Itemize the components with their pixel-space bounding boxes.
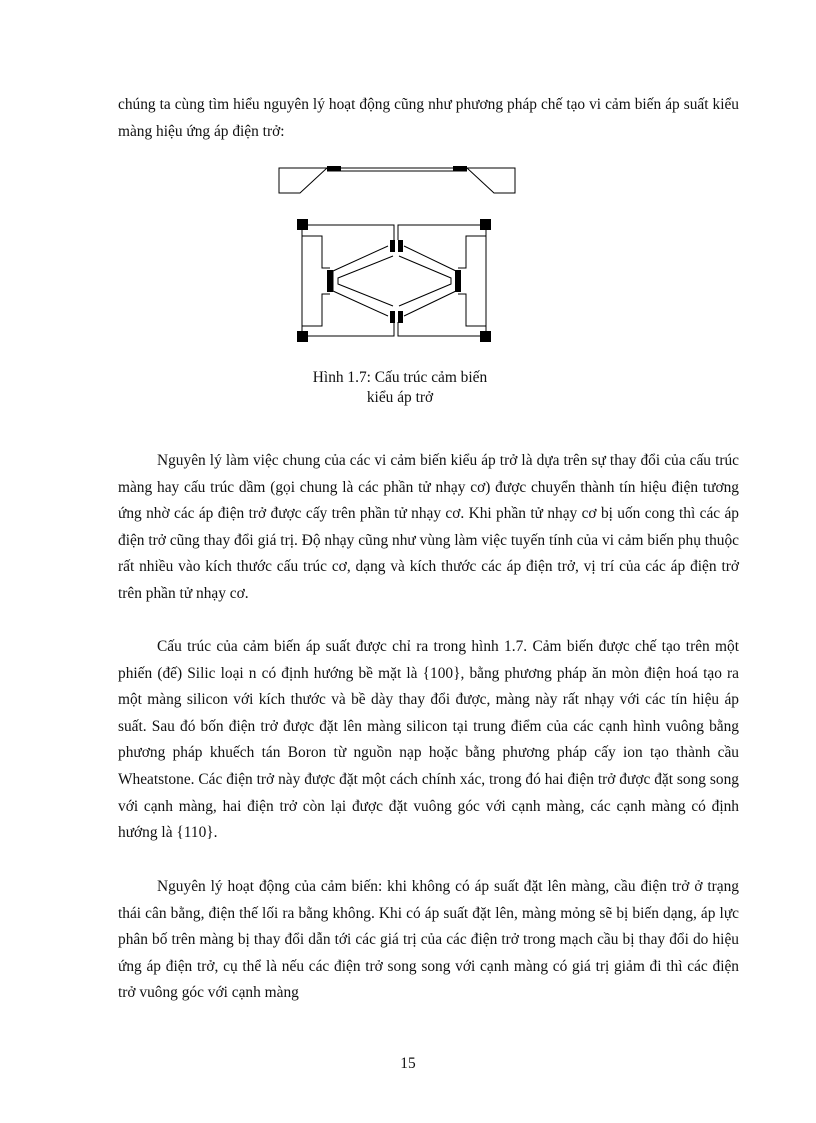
caption-line-1: Hình 1.7: Cấu trúc cảm biến (312, 369, 488, 386)
pad-bottom-right (480, 331, 491, 342)
intro-paragraph: chúng ta cùng tìm hiểu nguyên lý hoạt động cũng như phương pháp chế tạo vi cảm biến áp suất kiểu màng hiệu ứng áp điện trở: (118, 96, 739, 140)
cross-section-left-block (279, 168, 327, 193)
trace-bottom-right-outer (398, 322, 480, 336)
bridge-left (333, 246, 388, 316)
pad-top-right (480, 219, 491, 230)
top-view-diagram (297, 219, 491, 342)
resistor-bottom-right (398, 311, 403, 323)
trace-top-left-outer (308, 225, 394, 240)
body-paragraph-3: Nguyên lý hoạt động của cảm biến: khi không có áp suất đặt lên màng, cầu điện trở ở trạng thái cân bằng, điện thế lối ra bằng không. Khi có áp suất đặt lên, màng mỏng sẽ bị biến dạng, áp lực phân bố trên màng bị thay đổi dẫn tới các giá trị của các điện trở trong mạch cầu bị thay đổi do hiệu ứng áp điện trở, cụ thể là nếu các điện trở song song với cạnh màng có giá trị giảm đi thì các điện trở vuông góc với cạnh màng (118, 878, 739, 1002)
pad-bottom-left (297, 331, 308, 342)
trace-bottom-left-outer (308, 322, 394, 336)
figure-caption (200, 368, 600, 408)
page-number: 15 (400, 1055, 416, 1072)
cross-section-right-resistor (453, 166, 467, 171)
body-paragraph-1: Nguyên lý làm việc chung của các vi cảm biến kiểu áp trở là dựa trên sự thay đổi của cấu trúc màng hay cấu trúc dầm (gọi chung là các phần tử nhạy cơ) được chuyển thành tín hiệu điện tương ứng nhờ các áp điện trở được cấy trên phần tử nhạy cơ. Khi phần tử nhạy cơ bị uốn cong thì các áp điện trở cũng thay đổi giá trị. Độ nhạy cũng như vùng làm việc tuyến tính của vi cảm biến phụ thuộc rất nhiều vào kích thước cấu trúc cơ, dạng và kích thước các áp điện trở, vị trí của các áp điện trở trên phần tử nhạy cơ. (118, 452, 739, 602)
resistor-top-right (398, 240, 403, 252)
resistor-left (327, 270, 333, 292)
trace-right-lower (458, 294, 486, 326)
sensor-structure-figure (0, 0, 816, 360)
bridge-left-inner (338, 256, 393, 306)
trace-left-lower (302, 294, 330, 326)
trace-left-upper (302, 236, 330, 268)
resistor-top-left (390, 240, 395, 252)
cross-section-left-resistor (327, 166, 341, 171)
body-paragraph-2: Cấu trúc của cảm biến áp suất được chỉ ra trong hình 1.7. Cảm biến được chế tạo trên một phiến (đế) Silic loại n có định hướng bề mặt là {100}, bằng phương pháp ăn mòn điện hoá tạo ra một màng silicon với kích thước và bề dày thay đổi được, màng này rất nhạy với các tín hiệu áp suất. Sau đó bốn điện trở được đặt lên màng silicon tại trung điểm của các cạnh hình vuông bằng phương pháp khuếch tán Boron từ nguồn nạp hoặc bằng phương pháp cấy ion tạo thành cầu Wheatstone. Các điện trở này được đặt một cách chính xác, trong đó hai điện trở được đặt song song với cạnh màng, hai điện trở còn lại được đặt vuông góc với cạnh màng, các cạnh màng có định hướng là {110}. (118, 638, 739, 842)
resistor-right (455, 270, 461, 292)
bridge-right (404, 246, 456, 316)
bridge-right-inner (399, 256, 451, 306)
pad-top-left (297, 219, 308, 230)
cross-section-right-block (467, 168, 515, 193)
caption-line-2: kiểu áp trở (366, 389, 434, 406)
trace-right-upper (458, 236, 486, 268)
cross-section-diagram (279, 168, 515, 193)
resistor-bottom-left (390, 311, 395, 323)
trace-top-right-outer (398, 225, 480, 240)
